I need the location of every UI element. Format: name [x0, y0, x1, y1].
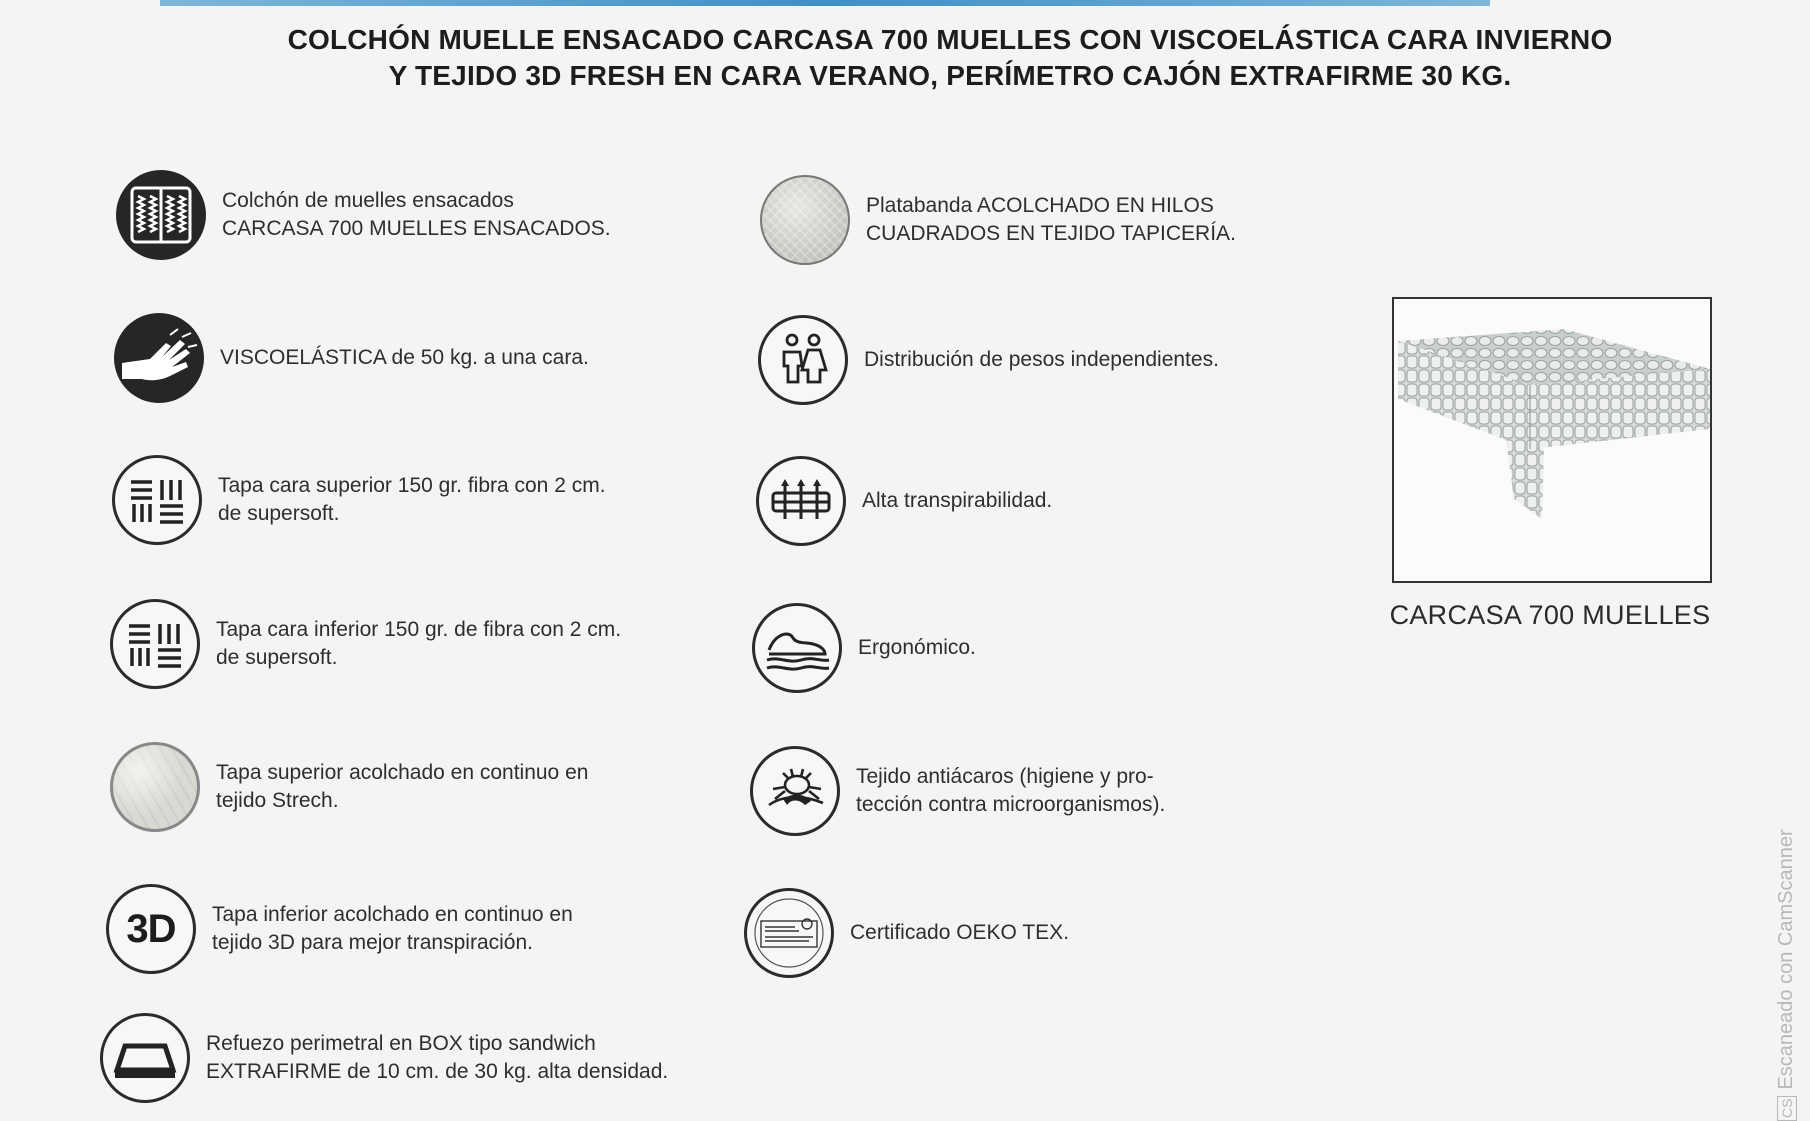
ergonomic-icon	[752, 603, 842, 693]
feature-line: Alta transpirabilidad.	[862, 489, 1053, 512]
feature-text	[850, 919, 1069, 947]
feature-line: EXTRAFIRME de 10 cm. de 30 kg. alta densidad.	[206, 1060, 669, 1083]
two-people-icon	[758, 315, 848, 405]
feature-text	[864, 346, 1219, 374]
feature-top-quilt	[110, 742, 588, 832]
feature-text	[216, 616, 621, 672]
feature-line: Tapa superior acolchado en continuo en	[216, 761, 589, 784]
page-title	[250, 22, 1650, 94]
feature-line: tejido Strech.	[216, 789, 339, 812]
hand-print-icon	[114, 313, 204, 403]
feature-line: Distribución de pesos independientes.	[864, 348, 1219, 371]
3d-fabric-icon	[106, 884, 196, 974]
feature-line: Tapa inferior acolchado en continuo en	[212, 903, 573, 926]
feature-line: VISCOELÁSTICA de 50 kg. a una cara.	[220, 346, 589, 369]
feature-weight-distribution	[758, 315, 1219, 405]
anti-mite-icon	[750, 746, 840, 836]
camscanner-watermark	[1775, 829, 1798, 1121]
feature-text	[862, 487, 1052, 515]
pocket-springs-icon	[116, 170, 206, 260]
feature-text	[218, 472, 606, 528]
feature-text	[206, 1030, 668, 1086]
feature-anti-mite	[750, 746, 1165, 836]
feature-line: Tapa cara superior 150 gr. fibra con 2 cm.	[218, 474, 606, 497]
feature-line: Certificado OEKO TEX.	[850, 921, 1070, 944]
title-line-1: COLCHÓN MUELLE ENSACADO CARCASA 700 MUELLES CON VISCOELÁSTICA CARA INVIERNO	[287, 24, 1613, 55]
feature-top-fiber	[112, 455, 606, 545]
feature-text	[858, 634, 976, 662]
title-line-2: Y TEJIDO 3D FRESH EN CARA VERANO, PERÍMETRO CAJÓN EXTRAFIRME 30 KG.	[388, 60, 1512, 91]
feature-text	[216, 759, 588, 815]
oeko-tex-icon	[744, 888, 834, 978]
border-fabric-icon	[760, 175, 850, 265]
box-frame-icon	[100, 1013, 190, 1103]
feature-line: CARCASA 700 MUELLES ENSACADOS.	[222, 217, 611, 240]
top-accent-bar	[160, 0, 1490, 6]
feature-line: Tapa cara inferior 150 gr. de fibra con 2 cm.	[216, 618, 622, 641]
feature-line: tejido 3D para mejor transpiración.	[212, 931, 533, 954]
feature-line: de supersoft.	[218, 502, 340, 525]
feature-box-frame	[100, 1013, 668, 1103]
camscanner-logo-icon: CS	[1777, 1096, 1797, 1121]
feature-line: Refuezo perimetral en BOX tipo sandwich	[206, 1032, 596, 1055]
feature-line: Tejido antiácaros (higiene y pro-	[856, 765, 1154, 788]
feature-text	[220, 344, 589, 372]
feature-line: tección contra microorganismos).	[856, 793, 1166, 816]
feature-bottom-3d	[106, 884, 573, 974]
feature-line: Ergonómico.	[858, 636, 976, 659]
feature-text	[212, 901, 573, 957]
watermark-text: Escaneado con CamScanner	[1775, 829, 1797, 1090]
breathable-icon	[756, 456, 846, 546]
feature-bottom-fiber	[110, 599, 621, 689]
feature-text	[856, 763, 1165, 819]
quilted-fabric-icon	[110, 742, 200, 832]
feature-border-fabric	[760, 175, 1236, 265]
feature-line: Colchón de muelles ensacados	[222, 189, 514, 212]
fiber-layers-icon	[112, 455, 202, 545]
product-caption: CARCASA 700 MUELLES	[1389, 600, 1711, 630]
feature-pocket-springs	[116, 170, 611, 260]
feature-text	[866, 192, 1236, 248]
feature-line: de supersoft.	[216, 646, 338, 669]
fiber-layers-icon	[110, 599, 200, 689]
feature-line: Platabanda ACOLCHADO EN HILOS	[866, 194, 1214, 217]
3d-label: 3D	[126, 906, 176, 951]
feature-breathable	[756, 456, 1052, 546]
feature-viscoelastic	[114, 313, 589, 403]
feature-line: CUADRADOS EN TEJIDO TAPICERÍA.	[866, 222, 1236, 245]
feature-oeko-tex	[744, 888, 1069, 978]
feature-text	[222, 187, 611, 243]
feature-ergonomic	[752, 603, 976, 693]
spring-unit-image	[1392, 297, 1712, 583]
